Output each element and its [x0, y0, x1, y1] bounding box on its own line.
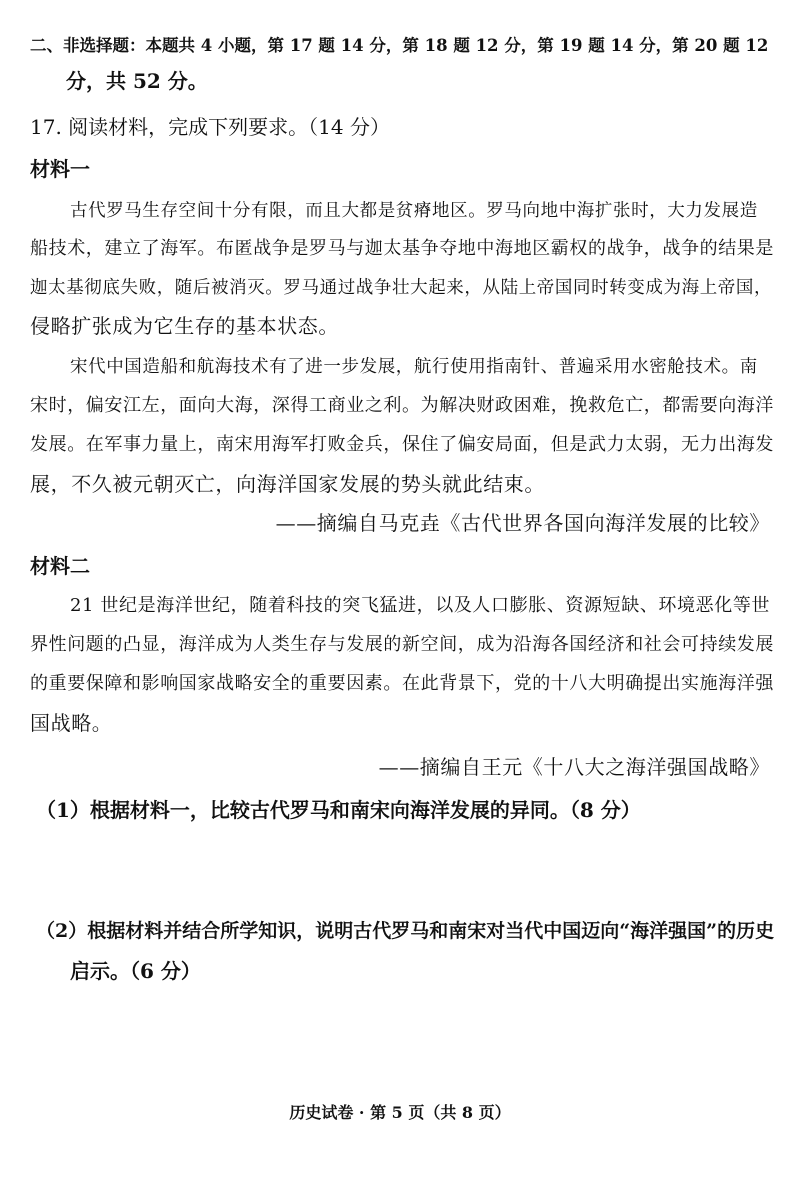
material-1-p1-line1: 古代罗马生存空间十分有限，而且大都是贫瘠地区。罗马向地中海扩张时，大力发展造: [70, 201, 758, 221]
material-2-p1-line1: 21 世纪是海洋世纪，随着科技的突飞猛进，以及人口膨胀、资源短缺、环境恶化等世: [70, 595, 771, 616]
material-1-label: 材料一: [30, 157, 90, 181]
question-17-sub2-line2: 启示。（6 分）: [70, 959, 201, 983]
material-1-source: ——摘编自马克垚《古代世界各国向海洋发展的比较》: [275, 511, 770, 535]
material-2-p1-line3: 的重要保障和影响国家战略安全的重要因素。在此背景下，党的十八大明确提出实施海洋强: [30, 673, 774, 694]
page-footer: 历史试卷 · 第 5 页（共 8 页）: [289, 1103, 511, 1122]
material-2-source: ——摘编自王元《十八大之海洋强国战略》: [378, 755, 770, 779]
material-2-p1-line2: 界性问题的凸显，海洋成为人类生存与发展的新空间，成为沿海各国经济和社会可持续发展: [30, 634, 774, 655]
material-1-p2-line1: 宋代中国造船和航海技术有了进一步发展，航行使用指南针、普遍采用水密舱技术。南: [70, 357, 758, 377]
material-1-p2-line2: 宋时，偏安江左，面向大海，深得工商业之利。为解决财政困难，挽救危亡，都需要向海洋: [30, 395, 774, 416]
question-17-prompt: 17. 阅读材料，完成下列要求。（14 分）: [30, 115, 390, 139]
material-1-p2-line3: 发展。在军事力量上，南宋用海军打败金兵，保住了偏安局面，但是武力太弱，无力出海发: [30, 434, 774, 455]
question-17-sub1: （1）根据材料一，比较古代罗马和南宋向海洋发展的异同。（8 分）: [36, 798, 641, 822]
section-header-line2: 分，共 52 分。: [66, 69, 208, 93]
material-2-label: 材料二: [30, 554, 90, 578]
section-header-line1: 二、非选择题：本题共 4 小题，第 17 题 14 分，第 18 题 12 分，第 19 题 14 分，第 20 题 12: [30, 36, 769, 55]
material-2-p1-line4: 国战略。: [30, 711, 113, 735]
material-1-p1-line4: 侵略扩张成为它生存的基本状态。: [30, 314, 339, 338]
material-1-p2-line4: 展，不久被元朝灭亡，向海洋国家发展的势头就此结束。: [30, 472, 545, 496]
material-1-p1-line3: 迦太基彻底失败，随后被消灭。罗马通过战争壮大起来，从陆上帝国同时转变成为海上帝国，: [30, 278, 773, 298]
question-17-sub2-line1: （2）根据材料并结合所学知识，说明古代罗马和南宋对当代中国迈向“海洋强国”的历史: [36, 920, 775, 942]
material-1-p1-line2: 船技术，建立了海军。布匿战争是罗马与迦太基争夺地中海地区霸权的战争，战争的结果是: [30, 238, 774, 259]
